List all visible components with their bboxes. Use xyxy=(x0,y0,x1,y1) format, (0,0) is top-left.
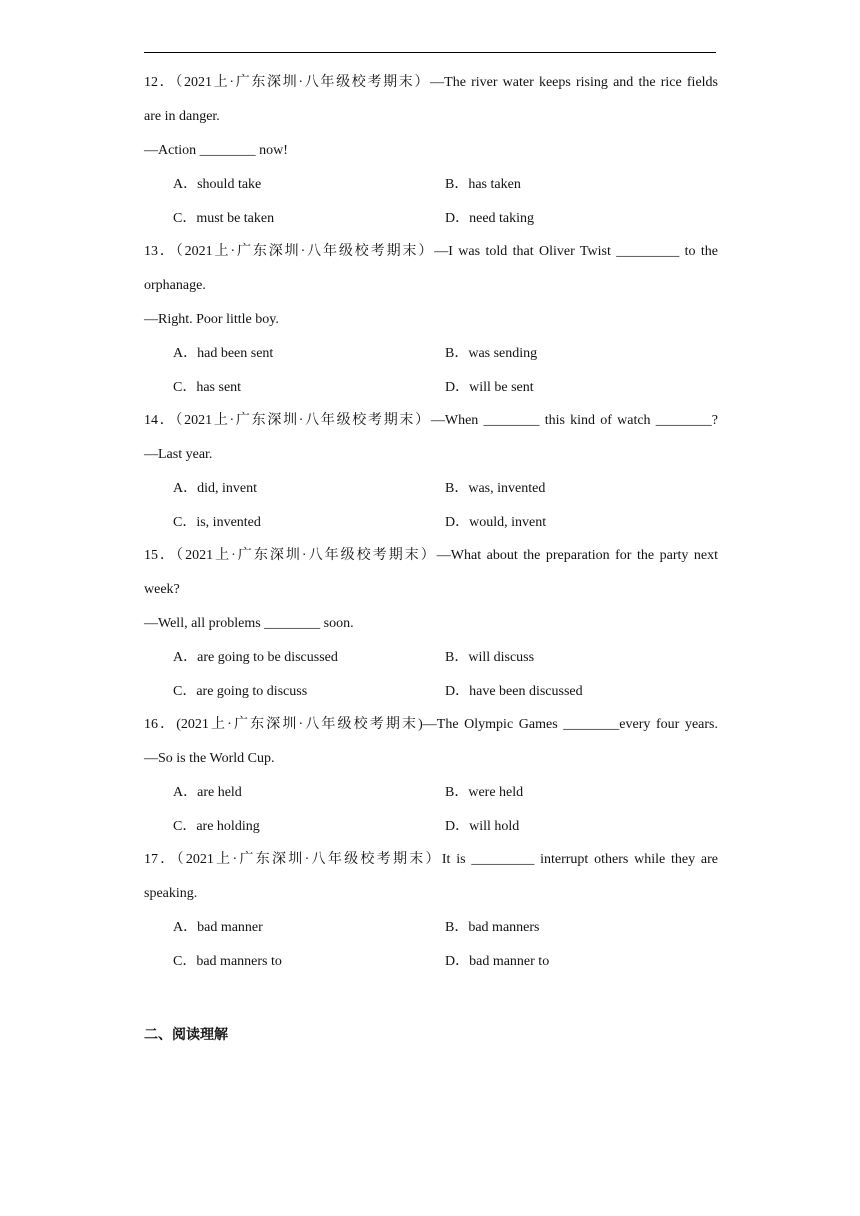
question-stem-line: 16．(2021上·广东深圳·八年级校考期末)—The Olympic Games ________every four years. xyxy=(144,717,718,732)
option-b[interactable]: B．will discuss xyxy=(445,650,535,665)
option-row xyxy=(144,810,718,844)
question-17 xyxy=(144,843,718,979)
option-c[interactable]: C．are going to discuss xyxy=(173,684,308,699)
option-d[interactable]: D．have been discussed xyxy=(445,684,583,699)
option-row xyxy=(144,911,718,945)
option-row xyxy=(144,641,718,675)
question-stem-line: 13．（2021上·广东深圳·八年级校考期末）—I was told that Oliver Twist _________ to the xyxy=(144,244,718,259)
question-stem-line: 17．（2021上·广东深圳·八年级校考期末）It is _________ interrupt others while they are xyxy=(144,852,718,867)
question-12 xyxy=(144,66,718,236)
option-row xyxy=(144,472,718,506)
header-rule xyxy=(144,52,716,53)
option-d[interactable]: D．will hold xyxy=(445,819,520,834)
question-stem-line: are in danger. xyxy=(144,109,220,124)
option-b[interactable]: B．were held xyxy=(445,785,524,800)
option-d[interactable]: D．need taking xyxy=(445,211,535,226)
question-stem-line: —Last year. xyxy=(144,447,213,462)
option-row xyxy=(144,675,718,709)
option-d[interactable]: D．will be sent xyxy=(445,380,534,395)
question-stem-line: orphanage. xyxy=(144,278,206,293)
option-row xyxy=(144,168,718,202)
question-stem-line: 14．（2021上·广东深圳·八年级校考期末）—When ________ this kind of watch ________? xyxy=(144,413,718,428)
option-row xyxy=(144,202,718,236)
option-row xyxy=(144,371,718,405)
question-15 xyxy=(144,539,718,709)
option-row xyxy=(144,776,718,810)
question-stem-line: speaking. xyxy=(144,886,198,901)
question-stem-line: —Right. Poor little boy. xyxy=(144,312,279,327)
option-a[interactable]: A．are going to be discussed xyxy=(173,650,338,665)
question-stem-line: 12．（2021上·广东深圳·八年级校考期末）—The river water keeps rising and the rice fields xyxy=(144,75,718,90)
question-stem-line: week? xyxy=(144,582,180,597)
option-a[interactable]: A．are held xyxy=(173,785,242,800)
option-row xyxy=(144,337,718,371)
question-stem-line: —Well, all problems ________ soon. xyxy=(144,616,354,631)
option-c[interactable]: C．is, invented xyxy=(173,515,261,530)
option-a[interactable]: A．bad manner xyxy=(173,920,263,935)
question-14 xyxy=(144,404,718,540)
option-d[interactable]: D．would, invent xyxy=(445,515,547,530)
option-c[interactable]: C．must be taken xyxy=(173,211,275,226)
option-d[interactable]: D．bad manner to xyxy=(445,954,550,969)
question-16 xyxy=(144,708,718,844)
question-stem-line: —Action ________ now! xyxy=(144,143,288,158)
option-c[interactable]: C．bad manners to xyxy=(173,954,282,969)
option-b[interactable]: B．bad manners xyxy=(445,920,540,935)
option-a[interactable]: A．should take xyxy=(173,177,262,192)
option-row xyxy=(144,506,718,540)
option-c[interactable]: C．are holding xyxy=(173,819,260,834)
option-a[interactable]: A．had been sent xyxy=(173,346,274,361)
option-c[interactable]: C．has sent xyxy=(173,380,242,395)
question-stem-line: —So is the World Cup. xyxy=(144,751,275,766)
option-a[interactable]: A．did, invent xyxy=(173,481,257,496)
option-b[interactable]: B．was sending xyxy=(445,346,538,361)
option-b[interactable]: B．was, invented xyxy=(445,481,546,496)
question-stem-line: 15．（2021上·广东深圳·八年级校考期末）—What about the preparation for the party next xyxy=(144,548,718,563)
option-b[interactable]: B．has taken xyxy=(445,177,521,192)
option-row xyxy=(144,945,718,979)
question-13 xyxy=(144,235,718,405)
section-heading: 二、阅读理解 xyxy=(144,1027,228,1043)
